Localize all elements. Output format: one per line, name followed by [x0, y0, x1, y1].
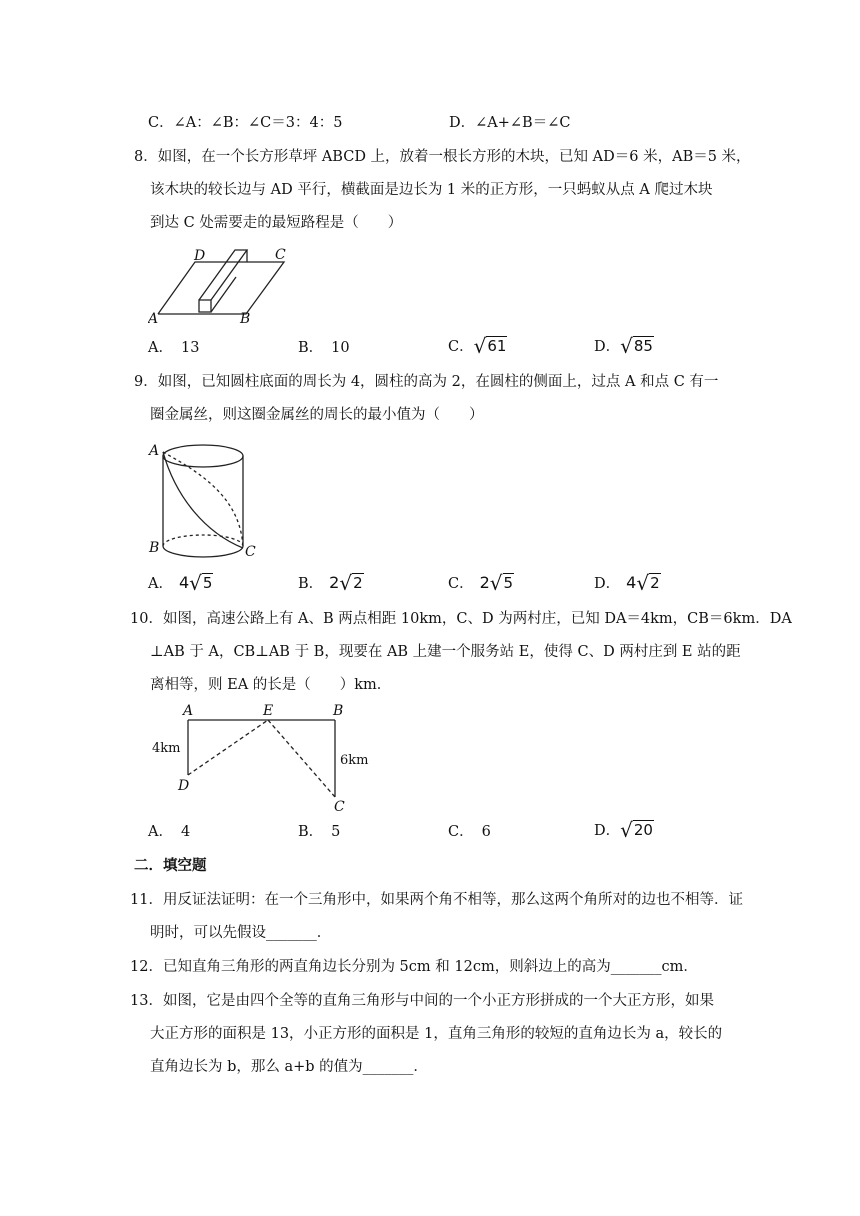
q13-text-line1: 13．如图，它是由四个全等的直角三角形与中间的一个小正方形拼成的一个大正方形，如果	[130, 993, 714, 1009]
q9-option-c: C． 2√5	[448, 571, 514, 595]
q10-option-c	[448, 822, 491, 842]
block-front	[199, 300, 211, 312]
q10-option-b-value: 5	[331, 824, 341, 840]
q10-option-b	[298, 822, 340, 842]
q9-option-b-radicand: 2	[353, 574, 363, 592]
q8-option-a	[148, 338, 199, 358]
q9-option-d-radicand: 2	[650, 574, 660, 592]
q8-text-line3: 到达 C 处需要走的最短路程是（ ）	[150, 215, 403, 231]
label-d: D	[194, 248, 206, 264]
q10-option-d-letter: D．	[594, 823, 621, 839]
q9-option-a-radicand: 5	[202, 574, 213, 592]
q8-figure	[148, 244, 293, 324]
label-b: B	[149, 540, 160, 556]
label-b: B	[240, 311, 251, 324]
q8-option-c-letter: C．	[448, 339, 474, 355]
q10-text-line2: ⊥AB 于 A，CB⊥AB 于 B，现要在 AB 上建一个服务站 E，使得 C、D 两村庄到 E 站的距	[150, 644, 741, 660]
label-a: A	[183, 703, 194, 719]
q10-text-line1: 10．如图，高速公路上有 A、B 两点相距 10km，C、D 为两村庄，已知 DA＝4km，CB＝6km．DA	[130, 611, 792, 627]
q8-text-line2: 该木块的较长边与 AD 平行，横截面是边长为 1 米的正方形，一只蚂蚁从点 A 爬过木块	[150, 182, 713, 198]
cylinder-top	[163, 445, 243, 467]
q9-option-c-radicand: 5	[503, 574, 514, 592]
q8-option-d: D．√85	[594, 334, 653, 358]
q8-text-line1: 8．如图，在一个长方形草坪 ABCD 上，放着一根长方形的木块，已知 AD＝6 米，AB＝5 米，	[134, 149, 751, 165]
q9-option-d: D． 4√2	[594, 571, 660, 595]
q7-option-c: C．∠A：∠B：∠C＝3：4：5	[148, 115, 343, 131]
q10-option-c-letter: C．	[448, 824, 474, 840]
q8-option-c-radicand: 61	[487, 337, 507, 355]
q9-option-b-coef: 2	[329, 573, 340, 592]
segment-ec	[268, 720, 335, 797]
label-c: C	[275, 247, 286, 263]
q11-text-line1: 11．用反证法证明：在一个三角形中，如果两个角不相等，那么这两个角所对的边也不相等．证	[130, 892, 743, 908]
q8-option-a-letter: A．	[148, 340, 173, 356]
q9-option-d-letter: D．	[594, 576, 621, 592]
q8-option-b-value: 10	[331, 340, 350, 356]
q9-option-a: A． 4√5	[148, 571, 213, 595]
q9-figure	[146, 438, 266, 563]
label-c: C	[245, 544, 256, 560]
q10-option-a	[148, 822, 190, 842]
q10-option-a-letter: A．	[148, 824, 173, 840]
label-a: A	[149, 443, 160, 459]
q9-option-a-coef: 4	[178, 573, 190, 592]
q10-option-d: D．√20	[594, 818, 653, 842]
q9-option-c-letter: C．	[448, 576, 474, 592]
segment-de	[188, 720, 268, 775]
q8-option-a-value: 13	[180, 340, 200, 356]
q8-option-c: C．√61	[448, 334, 507, 358]
q7-option-d: D．∠A+∠B＝∠C	[449, 115, 571, 131]
section-title: 二．填空题	[134, 858, 207, 874]
q10-text-line3: 离相等，则 EA 的长是（ ）km．	[150, 677, 392, 693]
block-top	[199, 250, 247, 300]
cylinder-bottom-front	[163, 546, 243, 557]
q9-option-d-coef: 4	[626, 573, 637, 592]
q13-text-line3: 直角边长为 b，那么 a+b 的值为_______．	[150, 1059, 428, 1075]
q10-option-b-letter: B．	[298, 824, 324, 840]
q10-option-a-value: 4	[180, 824, 191, 840]
q9-text-line1: 9．如图，已知圆柱底面的周长为 4，圆柱的高为 2，在圆柱的侧面上，过点 A 和点 C 有一	[134, 374, 719, 390]
q9-option-a-letter: A．	[148, 576, 173, 592]
q9-option-c-coef: 2	[479, 573, 490, 592]
q12-text-line1: 12．已知直角三角形的两直角边长分别为 5cm 和 12cm，则斜边上的高为_______cm．	[130, 959, 698, 975]
q9-option-b-letter: B．	[298, 576, 324, 592]
q10-figure	[148, 700, 373, 815]
label-c: C	[334, 799, 345, 815]
q9-option-b: B． 2√2	[298, 571, 363, 595]
q11-text-line2: 明时，可以先假设_______．	[150, 925, 332, 941]
q8-option-b	[298, 338, 350, 358]
label-e: E	[263, 703, 274, 719]
q9-text-line2: 圈金属丝，则这圈金属丝的周长的最小值为（ ）	[150, 407, 484, 423]
q8-option-d-letter: D．	[594, 339, 621, 355]
label-a: A	[148, 311, 159, 324]
q10-option-c-value: 6	[481, 824, 491, 840]
label-b: B	[333, 703, 344, 719]
label-da-length: 4km	[152, 741, 181, 756]
q8-option-b-letter: B．	[298, 340, 324, 356]
q13-text-line2: 大正方形的面积是 13，小正方形的面积是 1，直角三角形的较短的直角边长为 a，较长的	[150, 1026, 723, 1042]
label-cb-length: 6km	[340, 753, 369, 768]
cylinder-bottom-back	[163, 535, 243, 546]
q10-option-d-radicand: 20	[633, 821, 653, 839]
q8-option-d-radicand: 85	[633, 337, 653, 355]
label-d: D	[178, 778, 190, 794]
